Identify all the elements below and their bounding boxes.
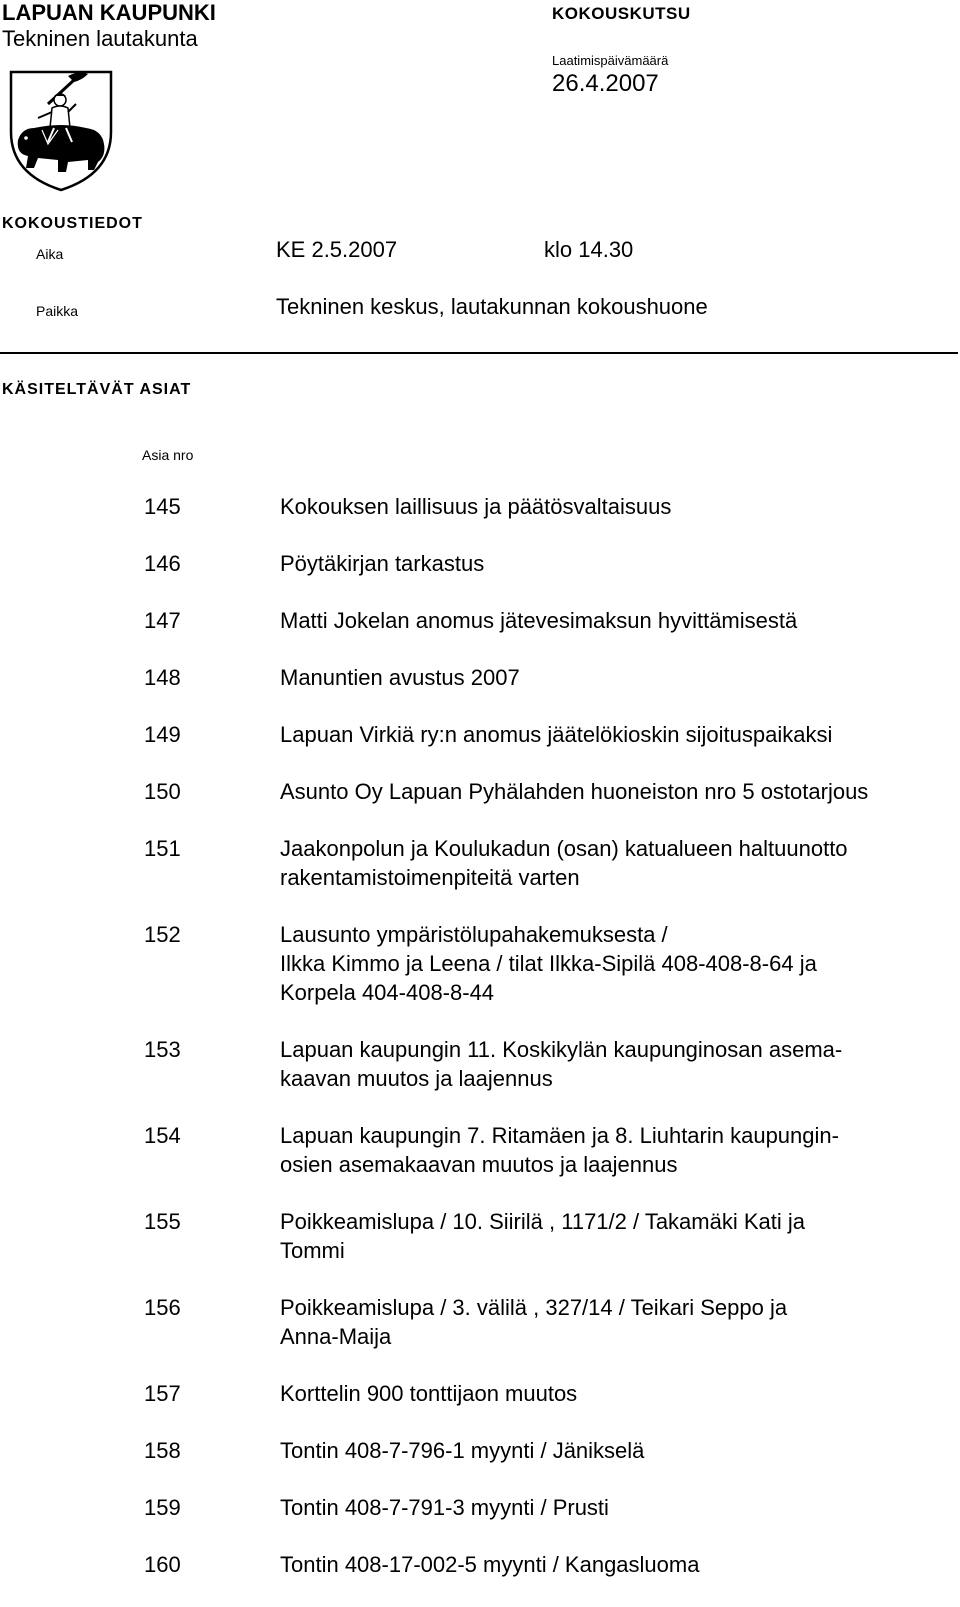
agenda-item bbox=[0, 1550, 960, 1579]
meeting-date: KE 2.5.2007 bbox=[276, 237, 398, 262]
agenda-item bbox=[0, 720, 960, 749]
section-divider bbox=[0, 352, 958, 354]
agenda-item bbox=[0, 1207, 960, 1265]
agenda-item-number: 160 bbox=[144, 1552, 181, 1577]
agenda-item bbox=[0, 834, 960, 892]
agenda-item bbox=[0, 1493, 960, 1522]
place-label: Paikka bbox=[36, 303, 79, 319]
agenda-item-title: Tontin 408-17-002-5 myynti / Kangasluoma bbox=[280, 1552, 700, 1577]
agenda-item bbox=[0, 1121, 960, 1179]
date-value: 26.4.2007 bbox=[552, 70, 659, 97]
agenda-item-title: Pöytäkirjan tarkastus bbox=[280, 551, 485, 576]
agenda-heading: KÄSITELTÄVÄT ASIAT bbox=[2, 381, 192, 398]
meeting-time: klo 14.30 bbox=[544, 237, 634, 262]
agenda-item-number: 153 bbox=[144, 1037, 181, 1062]
agenda-item-number: 156 bbox=[144, 1295, 181, 1320]
agenda-column-header: Asia nro bbox=[142, 447, 194, 463]
agenda-item-title: Tontin 408-7-791-3 myynti / Prusti bbox=[280, 1495, 609, 1520]
agenda-item-number: 158 bbox=[144, 1438, 181, 1463]
agenda-item-title: Korttelin 900 tonttijaon muutos bbox=[280, 1381, 578, 1406]
meeting-place: Tekninen keskus, lautakunnan kokoushuone bbox=[276, 294, 708, 319]
agenda-list bbox=[0, 492, 960, 1607]
agenda-item-number: 151 bbox=[144, 836, 181, 861]
agenda-item-title: Kokouksen laillisuus ja päätösvaltaisuus bbox=[280, 494, 672, 519]
meeting-info-heading: KOKOUSTIEDOT bbox=[2, 215, 143, 232]
agenda-item-number: 157 bbox=[144, 1381, 181, 1406]
organization-name: LAPUAN KAUPUNKI bbox=[2, 0, 216, 25]
coat-of-arms-icon bbox=[8, 70, 114, 192]
agenda-item-title: Asunto Oy Lapuan Pyhälahden huoneiston nro 5 ostotarjous bbox=[280, 779, 869, 804]
agenda-item bbox=[0, 663, 960, 692]
agenda-item bbox=[0, 549, 960, 578]
agenda-item bbox=[0, 1293, 960, 1351]
agenda-item-number: 159 bbox=[144, 1495, 181, 1520]
agenda-item-number: 150 bbox=[144, 779, 181, 804]
agenda-item-title: Jaakonpolun ja Koulukadun (osan) katualueen haltuunotto rakentamistoimenpiteitä varten bbox=[280, 836, 848, 890]
time-label: Aika bbox=[36, 246, 64, 262]
agenda-item bbox=[0, 1436, 960, 1465]
agenda-item-title: Tontin 408-7-796-1 myynti / Jänikselä bbox=[280, 1438, 645, 1463]
agenda-item bbox=[0, 1379, 960, 1408]
agenda-item-number: 146 bbox=[144, 551, 181, 576]
date-label: Laatimispäivämäärä bbox=[552, 53, 669, 68]
agenda-item-title: Lapuan kaupungin 11. Koskikylän kaupunginosan asema- kaavan muutos ja laajennus bbox=[280, 1037, 843, 1091]
agenda-item bbox=[0, 777, 960, 806]
agenda-item-title: Manuntien avustus 2007 bbox=[280, 665, 520, 690]
agenda-item-number: 154 bbox=[144, 1123, 181, 1148]
agenda-item-number: 149 bbox=[144, 722, 181, 747]
agenda-item bbox=[0, 492, 960, 521]
agenda-item bbox=[0, 606, 960, 635]
agenda-item-number: 155 bbox=[144, 1209, 181, 1234]
agenda-item-title: Poikkeamislupa / 3. välilä , 327/14 / Teikari Seppo ja Anna-Maija bbox=[280, 1295, 788, 1349]
agenda-item-number: 148 bbox=[144, 665, 181, 690]
agenda-item-title: Matti Jokelan anomus jätevesimaksun hyvittämisestä bbox=[280, 608, 798, 633]
agenda-item-number: 152 bbox=[144, 922, 181, 947]
organization-unit: Tekninen lautakunta bbox=[2, 26, 198, 51]
agenda-item-number: 147 bbox=[144, 608, 181, 633]
agenda-item-number: 145 bbox=[144, 494, 181, 519]
document-type: KOKOUSKUTSU bbox=[552, 4, 691, 23]
agenda-item-title: Lausunto ympäristölupahakemuksesta / Ilkka Kimmo ja Leena / tilat Ilkka-Sipilä 408-408-8-64 ja Korpela 404-408-8-44 bbox=[280, 922, 817, 1005]
agenda-item bbox=[0, 920, 960, 1007]
agenda-item-title: Lapuan kaupungin 7. Ritamäen ja 8. Liuhtarin kaupungin- osien asemakaavan muutos ja laajennus bbox=[280, 1123, 839, 1177]
agenda-item-title: Lapuan Virkiä ry:n anomus jäätelökioskin sijoituspaikaksi bbox=[280, 722, 833, 747]
agenda-item bbox=[0, 1035, 960, 1093]
agenda-item-title: Poikkeamislupa / 10. Siirilä , 1171/2 / Takamäki Kati ja Tommi bbox=[280, 1209, 806, 1263]
